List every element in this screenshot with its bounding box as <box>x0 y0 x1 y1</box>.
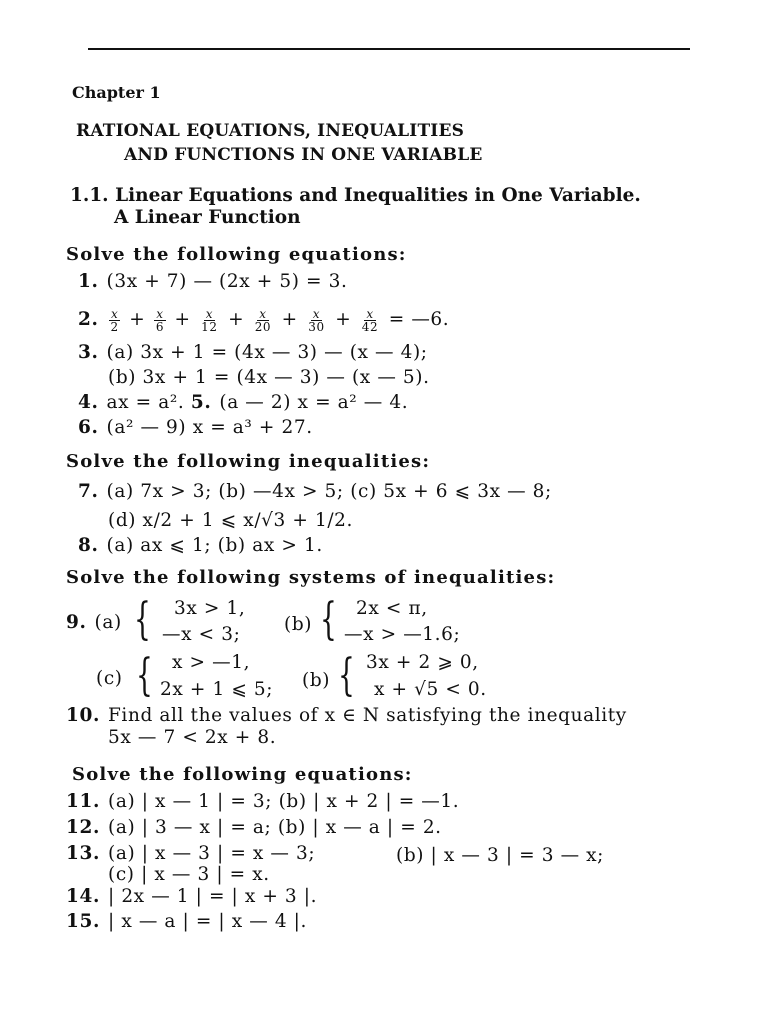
problem-number: 8. <box>78 535 99 556</box>
problem-text: (a) 3x + 1 = (4x — 3) — (x — 4); <box>106 342 428 363</box>
fraction <box>360 308 380 333</box>
problem-8 <box>78 535 323 557</box>
problem-1 <box>78 271 347 293</box>
chapter-label: Chapter 1 <box>72 83 161 102</box>
fraction <box>154 308 166 333</box>
section-heading <box>70 185 641 207</box>
problem-3a <box>78 342 428 364</box>
problem-text: (a) ax ⩽ 1; (b) ax > 1. <box>106 535 323 556</box>
problem-number: 3. <box>78 342 99 363</box>
plus-sign: + <box>168 309 198 330</box>
heading-equations: Solve the following equations: <box>66 244 407 265</box>
plus-sign: + <box>221 309 251 330</box>
problem-number: 9. <box>66 612 87 633</box>
system-c-line2: 2x + 1 ⩽ 5; <box>160 679 274 700</box>
problem-12 <box>66 817 442 839</box>
problem-2 <box>78 304 449 336</box>
problem-10-line2: 5x — 7 < 2x + 8. <box>108 727 277 748</box>
fraction-denominator: 12 <box>201 319 218 334</box>
problem-9-label <box>66 612 122 634</box>
problem-15 <box>66 911 307 933</box>
problem-4-5 <box>78 392 408 414</box>
problem-number: 13. <box>66 843 100 864</box>
system-c-line1: x > —1, <box>172 652 251 673</box>
system-b-line2: —x > —1.6; <box>344 624 461 645</box>
fraction <box>253 308 273 333</box>
section-title-line2: A Linear Function <box>114 207 301 228</box>
left-brace-icon: { <box>134 594 151 645</box>
problem-text: (a) | x — 1 | = 3; (b) | x + 2 | = —1. <box>108 791 460 812</box>
problem-number: 10. <box>66 705 100 726</box>
problem-10 <box>66 705 627 727</box>
problem-number: 4. <box>78 392 99 413</box>
plus-sign: + <box>328 309 358 330</box>
problem-text: (a) 7x > 3; (b) —4x > 5; (c) 5x + 6 ⩽ 3x — 8; <box>106 481 552 502</box>
fraction <box>199 308 219 333</box>
problem-number: 5. <box>190 392 212 413</box>
system-a-label: (a) <box>94 612 122 633</box>
problem-7 <box>78 481 552 503</box>
left-brace-icon: { <box>136 650 153 701</box>
fraction-numerator: x <box>259 306 267 321</box>
problem-14 <box>66 886 317 908</box>
problem-text: (a² — 9) x = a³ + 27. <box>106 417 313 438</box>
problem-13b: (b) | x — 3 | = 3 — x; <box>396 845 605 866</box>
fraction-numerator: x <box>312 306 321 321</box>
problem-text: (a) | 3 — x | = a; (b) | x — a | = 2. <box>108 817 442 838</box>
plus-sign: + <box>275 309 305 330</box>
fraction-numerator: x <box>205 306 214 321</box>
fraction-numerator: x <box>366 306 374 321</box>
top-rule <box>88 48 690 50</box>
problem-13c: (c) | x — 3 | = x. <box>108 864 270 885</box>
left-brace-icon: { <box>338 650 355 701</box>
fraction <box>109 308 121 333</box>
fraction-denominator: 20 <box>254 319 272 334</box>
problem-number: 12. <box>66 817 100 838</box>
fraction-sum <box>107 306 383 334</box>
system-c-label: (c) <box>96 668 123 689</box>
heading-systems: Solve the following systems of inequalities: <box>66 567 556 588</box>
chapter-title-line2: AND FUNCTIONS IN ONE VARIABLE <box>124 145 483 165</box>
problem-number: 7. <box>78 481 99 502</box>
fraction-denominator: 30 <box>308 319 325 334</box>
fraction-denominator: 42 <box>361 319 379 334</box>
problem-11 <box>66 791 459 813</box>
problem-text: (3x + 7) — (2x + 5) = 3. <box>106 271 348 292</box>
problem-number: 6. <box>78 417 99 438</box>
problem-3b: (b) 3x + 1 = (4x — 3) — (x — 5). <box>108 367 430 388</box>
problem-number: 11. <box>66 791 100 812</box>
plus-sign: + <box>122 309 152 330</box>
heading-equations-2: Solve the following equations: <box>72 764 413 785</box>
fraction-denominator: 2 <box>110 319 119 334</box>
system-a-line1: 3x > 1, <box>174 598 246 619</box>
problem-6 <box>78 417 313 439</box>
problem-number: 14. <box>66 886 100 907</box>
problem-number: 1. <box>78 271 99 292</box>
problem-text: | x — a | = | x — 4 |. <box>108 911 307 932</box>
problem-13 <box>66 843 315 865</box>
fraction-denominator: 6 <box>155 319 165 334</box>
system-a-line2: —x < 3; <box>162 624 241 645</box>
left-brace-icon: { <box>320 594 337 645</box>
heading-inequalities: Solve the following inequalities: <box>66 451 431 472</box>
problem-text-a: (a) | x — 3 | = x — 3; <box>108 843 316 864</box>
system-d-line2: x + √5 < 0. <box>374 679 487 700</box>
problem-text: | 2x — 1 | = | x + 3 |. <box>108 886 318 907</box>
problem-text: (a — 2) x = a² — 4. <box>219 392 409 413</box>
problem-text: Find all the values of x ∈ N satisfying the inequality <box>108 705 627 726</box>
system-d-label: (b) <box>302 670 331 691</box>
section-title-line1: Linear Equations and Inequalities in One Variable. <box>115 185 641 206</box>
system-d-line1: 3x + 2 ⩾ 0, <box>366 652 479 673</box>
problem-rhs: = —6. <box>388 309 450 330</box>
fraction <box>306 308 326 333</box>
system-b-line1: 2x < π, <box>356 598 428 619</box>
system-b-label: (b) <box>284 614 313 635</box>
fraction-numerator: x <box>110 306 119 321</box>
problem-7d: (d) x/2 + 1 ⩽ x/√3 + 1/2. <box>108 510 354 531</box>
chapter-title-line1: RATIONAL EQUATIONS, INEQUALITIES <box>76 121 465 141</box>
problem-text: ax = a². <box>106 392 191 413</box>
problem-number: 2. <box>78 309 99 330</box>
problem-number: 15. <box>66 911 100 932</box>
section-number: 1.1. <box>70 185 109 206</box>
fraction-numerator: x <box>156 306 164 321</box>
